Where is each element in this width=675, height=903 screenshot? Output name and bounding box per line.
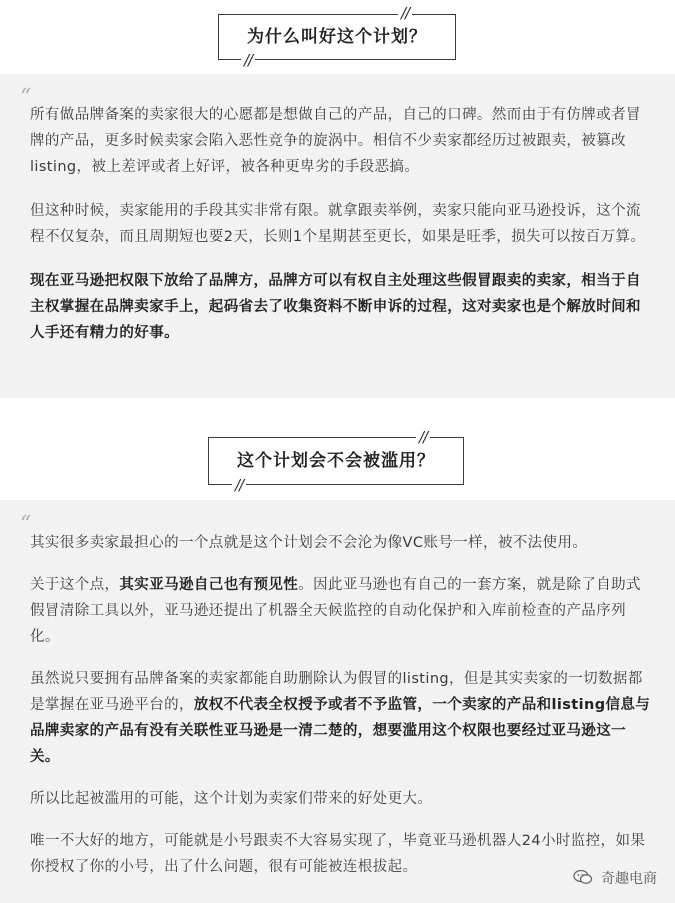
section1-heading-area [0,0,675,72]
section2-paragraph-1: 其实很多卖家最担心的一个点就是这个计划会不会沦为像VC账号一样，被不法使用。 [30,535,588,551]
section2-paragraph-3 [30,666,651,770]
quote-mark-icon: “ [20,85,32,110]
quote-mark-icon: “ [20,512,32,537]
section1-paragraph-2: 但这种时候，卖家能用的手段其实非常有限。就拿跟卖举例，卖家只能向亚马逊投诉，这个流程不仅复杂，而且周期短也要2天，长则1个星期甚至更长，如果是旺季，损失可以按百万算。 [30,203,646,245]
slash-decoration-bottom: // [232,477,246,493]
section1-quote-block [0,74,675,398]
section2-heading-text: 这个计划会不会被滥用？ [237,451,435,471]
watermark-text: 奇趣电商 [601,871,657,887]
section2-paragraph-2 [30,572,651,650]
section2-paragraph-2-c: 。因此亚马逊也有自己的一套方案，就是除了自助式假冒清除工具以外，亚马逊还提出了机器全天候监控的自动化保护和入库前检查的产品序列化。 [30,577,641,645]
section1-paragraph-3: 现在亚马逊把权限下放给了品牌方，品牌方可以有权自主处理这些假冒跟卖的卖家，相当于自主权掌握在品牌卖家手上，起码省去了收集资料不断申诉的过程，这对卖家也是个解放时间和人手还有精力的好事。 [30,273,641,341]
section2-paragraph-2-a: 关于这个点， [30,577,120,593]
section1-paragraph-1: 所有做品牌备案的卖家很大的心愿都是想做自己的产品，自己的口碑。然而由于有仿牌或者冒牌的产品，更多时候卖家会陷入恶性竞争的旋涡中。相信不少卖家都经历过被跟卖，被篡改listing，被上差评或者上好评，被各种更卑劣的手段恶搞。 [30,107,641,175]
section2-paragraph-2-bold: 其实亚马逊自己也有预见性 [119,577,299,593]
wechat-icon [573,869,593,889]
section2-paragraph-3-a: 虽然说只要拥有品牌备案的卖家都能自助删除认为假冒的listing，但是其实卖家的一切数据都是掌握在亚马逊平台的， [30,671,643,713]
section2-heading-area [0,425,675,495]
watermark [573,868,657,889]
slash-decoration-top: // [416,429,430,445]
section2-quote-block [0,500,675,903]
slash-decoration-bottom: // [241,52,255,68]
slash-decoration-top: // [398,5,412,21]
section1-heading-text: 为什么叫好这个计划？ [247,27,427,47]
section2-paragraph-3-bold: 放权不代表全权授予或者不予监管，一个卖家的产品和listing信息与品牌卖家的产品有没有关联性亚马逊是一清二楚的，想要滥用这个权限也要经过亚马逊这一关。 [30,697,651,765]
section2-paragraph-5: 唯一不大好的地方，可能就是小号跟卖不大容易实现了，毕竟亚马逊机器人24小时监控，如果你授权了你的小号，出了什么问题，很有可能被连根拔起。 [30,833,646,875]
section2-paragraph-4: 所以比起被滥用的可能，这个计划为卖家们带来的好处更大。 [30,791,433,807]
